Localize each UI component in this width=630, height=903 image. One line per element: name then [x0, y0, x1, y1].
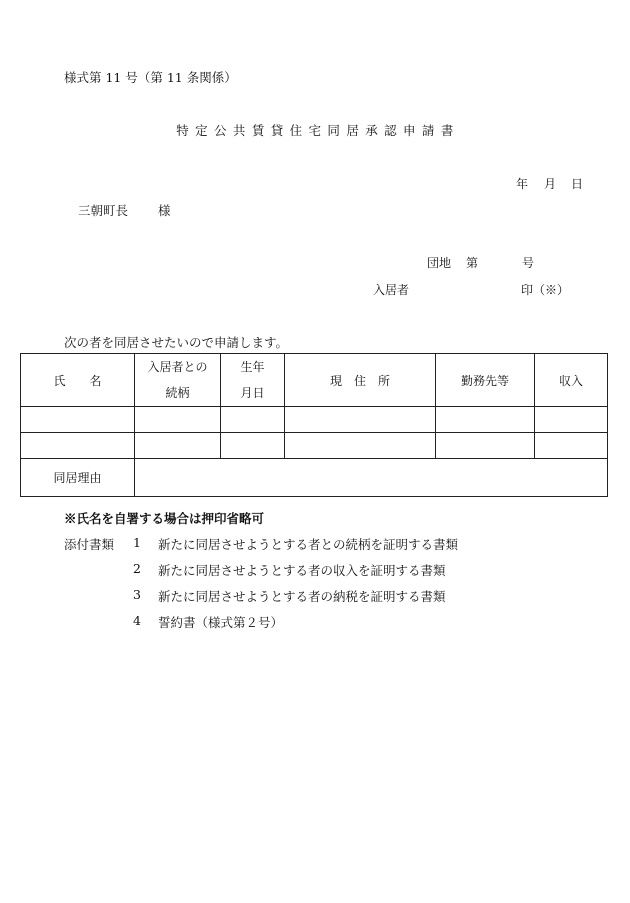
- danchi-label: 団地: [427, 256, 452, 270]
- header-income-label: 収入: [558, 373, 583, 388]
- header-birth-line2: 月日: [240, 386, 265, 400]
- header-address-label: 現 住 所: [329, 373, 390, 388]
- cell-address[interactable]: [285, 433, 436, 459]
- header-birth: [221, 354, 285, 407]
- reason-label-cell: [21, 459, 135, 497]
- header-workplace-label: 勤務先等: [460, 373, 509, 388]
- cell-birth[interactable]: [221, 433, 285, 459]
- attachment-number: 4: [133, 613, 141, 628]
- header-relation-line2: 続柄: [165, 386, 190, 400]
- header-name: [21, 354, 135, 407]
- header-name-label: 氏 名: [53, 373, 102, 388]
- header-address: [285, 354, 436, 407]
- attachment-item: 新たに同居させようとする者の納税を証明する書類: [158, 589, 446, 604]
- go-label: 号: [522, 256, 535, 270]
- table-row: [21, 433, 608, 459]
- header-birth-line1: 生年: [240, 360, 265, 374]
- cell-income[interactable]: [535, 433, 608, 459]
- header-workplace: [436, 354, 535, 407]
- resident-label: 入居者: [373, 283, 410, 297]
- cohabitant-table: [20, 353, 608, 497]
- date-month-label: 月: [544, 177, 557, 191]
- cell-name[interactable]: [21, 433, 135, 459]
- attachment-item: 新たに同居させようとする者の収入を証明する書類: [158, 563, 446, 578]
- header-relation-line1: 入居者との: [147, 360, 208, 374]
- document-title: 特定公共賃貸住宅同居承認申請書: [176, 123, 460, 138]
- date-day-label: 日: [571, 177, 584, 191]
- attachment-number: 2: [133, 561, 141, 576]
- cell-workplace[interactable]: [436, 407, 535, 433]
- reason-row: [21, 459, 608, 497]
- cell-name[interactable]: [21, 407, 135, 433]
- signature-note: ※氏名を自署する場合は押印省略可: [64, 511, 265, 526]
- intro-text: 次の者を同居させたいので申請します。: [64, 335, 289, 350]
- cell-relation[interactable]: [135, 433, 221, 459]
- seal-label: 印（※）: [521, 283, 570, 297]
- header-relation: [135, 354, 221, 407]
- header-income: [535, 354, 608, 407]
- cell-workplace[interactable]: [436, 433, 535, 459]
- attachments-label: 添付書類: [64, 537, 115, 552]
- recipient-name: 三朝町長: [78, 203, 129, 218]
- attachment-number: 1: [133, 535, 141, 550]
- cell-relation[interactable]: [135, 407, 221, 433]
- cell-income[interactable]: [535, 407, 608, 433]
- attachment-item: 新たに同居させようとする者との続柄を証明する書類: [158, 537, 459, 552]
- cell-birth[interactable]: [221, 407, 285, 433]
- attachment-item: 誓約書（様式第２号）: [158, 615, 284, 630]
- reason-label: 同居理由: [53, 471, 102, 485]
- table-row: [21, 407, 608, 433]
- attachment-number: 3: [133, 587, 141, 602]
- form-number: 様式第 11 号（第 11 条関係）: [64, 70, 237, 85]
- recipient-honorific: 様: [158, 203, 171, 218]
- date-year-label: 年: [516, 177, 529, 191]
- dai-label: 第: [466, 256, 479, 270]
- cell-address[interactable]: [285, 407, 436, 433]
- table-header-row: [21, 354, 608, 407]
- reason-value-cell[interactable]: [135, 459, 608, 497]
